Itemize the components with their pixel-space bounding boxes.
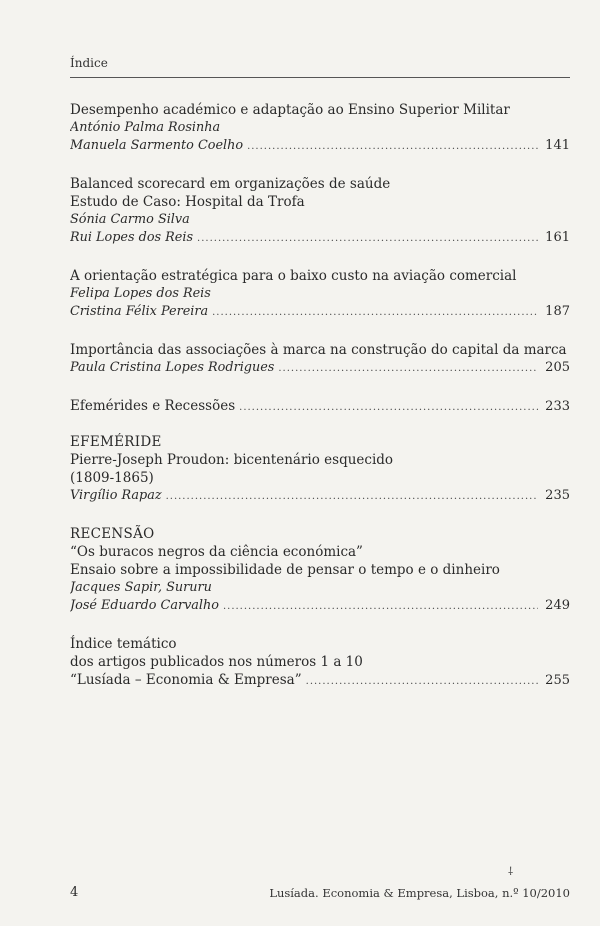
entry-title: Pierre-Joseph Proudon: bicentenário esquecido bbox=[70, 452, 394, 468]
printer-mark-icon: ⸸ bbox=[508, 865, 514, 878]
dot-leader bbox=[197, 230, 538, 248]
entry-page-number: 255 bbox=[545, 673, 570, 688]
entry-author: Sónia Carmo Silva bbox=[70, 212, 190, 227]
toc-entry bbox=[70, 397, 570, 417]
entry-author: Manuela Sarmento Coelho bbox=[70, 138, 244, 153]
entry-page-number: 187 bbox=[545, 304, 570, 319]
entry-subtitle: Ensaio sobre a impossibilidade de pensar o tempo e o dinheiro bbox=[70, 562, 500, 578]
dot-leader bbox=[223, 598, 538, 616]
running-header bbox=[70, 55, 570, 71]
header-title: Índice bbox=[70, 56, 108, 70]
dot-leader bbox=[239, 399, 538, 417]
entry-title: Importância das associações à marca na construção do capital da marca bbox=[70, 342, 567, 358]
dot-leader bbox=[166, 488, 538, 506]
toc-entry bbox=[70, 635, 570, 691]
entry-last-line bbox=[70, 229, 570, 248]
footer-page-number: 4 bbox=[70, 885, 79, 900]
entry-subtitle: (1809-1865) bbox=[70, 470, 154, 486]
entry-author: Jacques Sapir, Sururu bbox=[70, 580, 212, 595]
entry-page-number: 141 bbox=[545, 138, 570, 153]
dot-leader bbox=[306, 673, 538, 691]
entry-title: Índice temático bbox=[70, 636, 177, 652]
entry-author: António Palma Rosinha bbox=[70, 120, 221, 135]
entry-last-line bbox=[70, 597, 570, 616]
entry-author: Paula Cristina Lopes Rodrigues bbox=[70, 360, 275, 375]
section-heading: EFEMÉRIDE bbox=[70, 434, 162, 450]
entry-last-line bbox=[70, 359, 570, 378]
entry-title: “Os buracos negros da ciência económica” bbox=[70, 544, 363, 560]
entry-subtitle: dos artigos publicados nos números 1 a 10 bbox=[70, 654, 363, 670]
toc-entry bbox=[70, 341, 570, 378]
header-rule bbox=[70, 77, 570, 78]
entry-author: José Eduardo Carvalho bbox=[70, 598, 219, 613]
toc-list bbox=[70, 101, 570, 710]
entry-subtitle: Estudo de Caso: Hospital da Trofa bbox=[70, 194, 305, 210]
entry-title: Efemérides e Recessões bbox=[70, 398, 236, 414]
toc-entry bbox=[70, 525, 570, 616]
dot-leader bbox=[212, 304, 538, 322]
entry-title: Desempenho académico e adaptação ao Ensino Superior Militar bbox=[70, 102, 510, 118]
entry-last-line bbox=[70, 303, 570, 322]
entry-author: Cristina Félix Pereira bbox=[70, 304, 209, 319]
toc-entry bbox=[70, 101, 570, 156]
entry-title: Balanced scorecard em organizações de saúde bbox=[70, 176, 391, 192]
entry-title: A orientação estratégica para o baixo custo na aviação comercial bbox=[70, 268, 517, 284]
toc-entry bbox=[70, 267, 570, 322]
section-heading: RECENSÃO bbox=[70, 526, 155, 542]
footer-journal: Lusíada. Economia & Empresa, Lisboa, n.º 10/2010 bbox=[269, 886, 570, 900]
entry-page-number: 161 bbox=[545, 230, 570, 245]
entry-last-line bbox=[70, 397, 570, 417]
entry-subtitle: “Lusíada – Economia & Empresa” bbox=[70, 672, 302, 688]
entry-author: Felipa Lopes dos Reis bbox=[70, 286, 211, 301]
entry-page-number: 233 bbox=[545, 399, 570, 414]
toc-entry bbox=[70, 433, 570, 506]
entry-page-number: 249 bbox=[545, 598, 570, 613]
entry-author: Rui Lopes dos Reis bbox=[70, 230, 194, 245]
entry-last-line bbox=[70, 137, 570, 156]
entry-page-number: 235 bbox=[545, 488, 570, 503]
entry-last-line bbox=[70, 487, 570, 506]
entry-author: Virgílio Rapaz bbox=[70, 488, 162, 503]
entry-last-line bbox=[70, 671, 570, 691]
entry-page-number: 205 bbox=[545, 360, 570, 375]
dot-leader bbox=[278, 360, 538, 378]
toc-entry bbox=[70, 175, 570, 248]
dot-leader bbox=[247, 138, 538, 156]
